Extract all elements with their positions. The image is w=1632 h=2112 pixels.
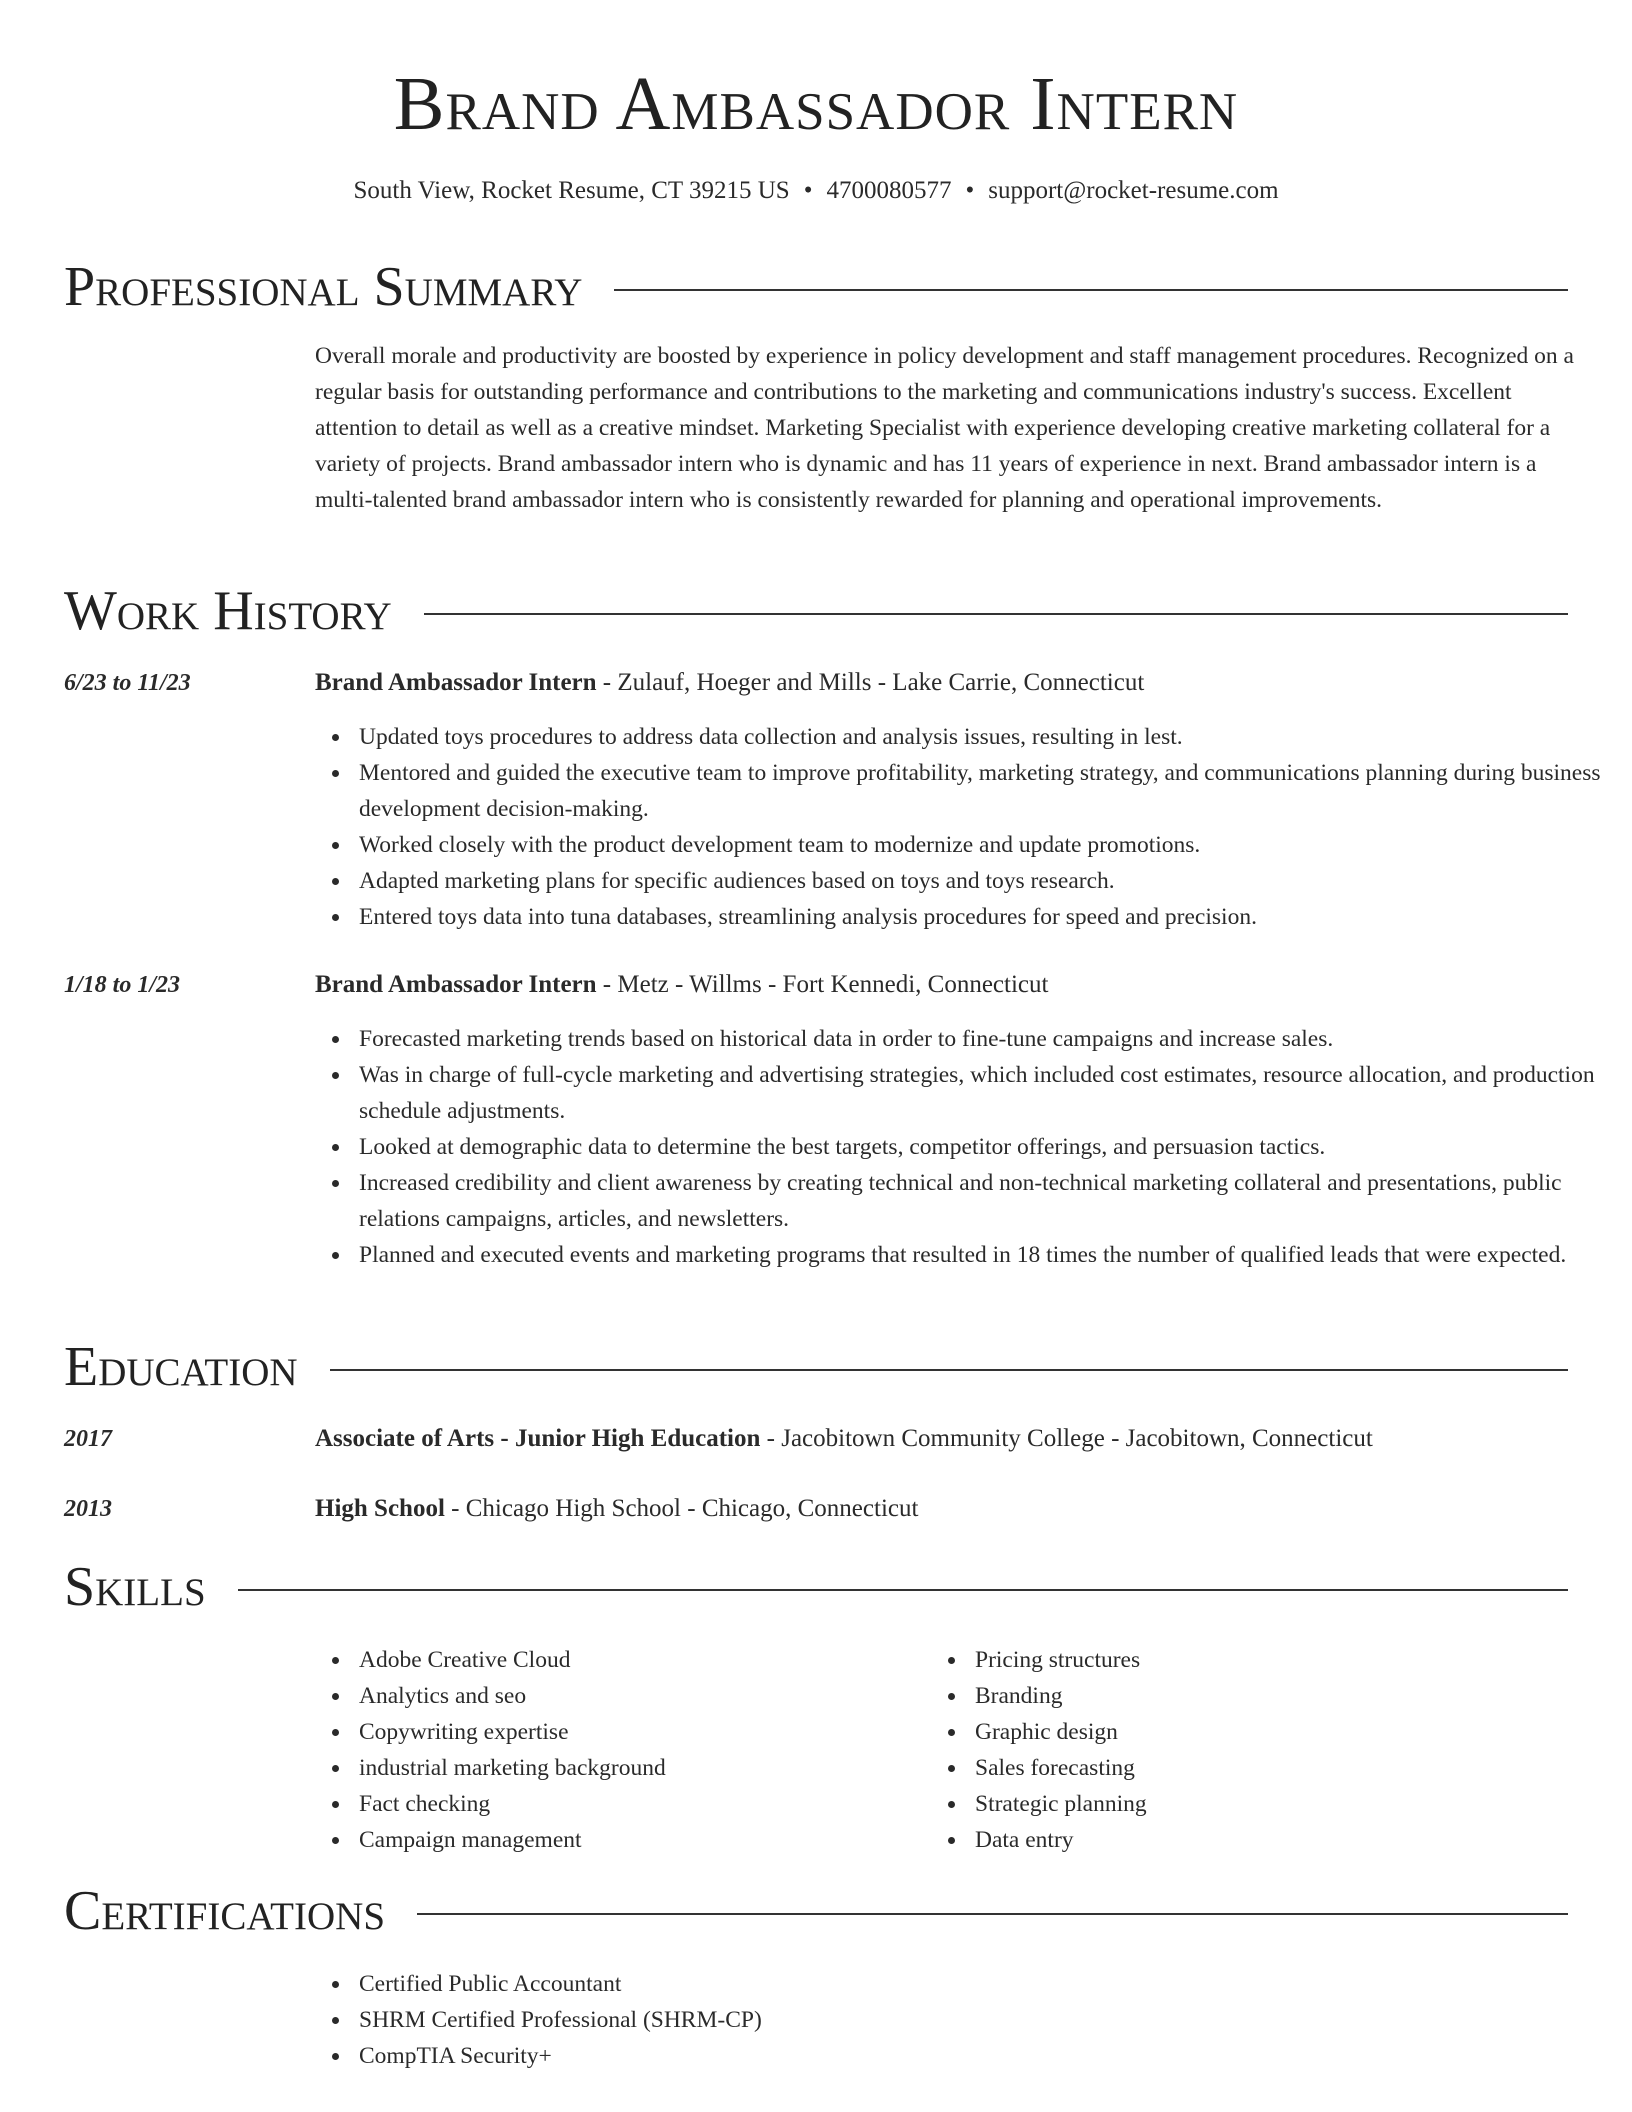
section-divider — [417, 1913, 1568, 1915]
list-item: Updated toys procedures to address data collection and analysis issues, resulting in lest. — [359, 719, 1619, 755]
job-details: - Metz - Willms - Fort Kennedi, Connecticut — [596, 971, 1049, 998]
section-divider — [614, 289, 1568, 291]
skill-item: Strategic planning — [975, 1786, 1535, 1822]
education-degree: High School — [315, 1495, 445, 1522]
job-bullets — [315, 1021, 1619, 1273]
job-heading — [315, 665, 1575, 701]
list-item: Looked at demographic data to determine the best targets, competitor offerings, and persuasion tactics. — [359, 1129, 1619, 1165]
skill-item: industrial marketing background — [359, 1750, 919, 1786]
skill-item: Campaign management — [359, 1822, 919, 1858]
work-section-header — [64, 576, 1568, 646]
job-dates: 1/18 to 1/23 — [64, 972, 181, 998]
list-item: Worked closely with the product development team to modernize and update promotions. — [359, 827, 1619, 863]
summary-text: Overall morale and productivity are boosted by experience in policy development and staff management procedures. Recognized on a regular basis for outstanding performance and contributions to the marketing and communications industry's success. Excellent attention to detail as well as a creative mindset. Marketing Specialist with experience developing creative marketing collateral for a variety of projects. Brand ambassador intern who is dynamic and has 11 years of experience in next. Brand ambassador intern is a multi-talented brand ambassador intern who is consistently rewarded for planning and operational improvements. — [315, 343, 1574, 513]
job-details: - Zulauf, Hoeger and Mills - Lake Carrie, Connecticut — [596, 669, 1145, 696]
job-bullets — [315, 719, 1619, 935]
job-role: Brand Ambassador Intern — [315, 669, 597, 696]
skills-list-right — [931, 1642, 1535, 1858]
skill-item: Branding — [975, 1678, 1535, 1714]
list-item: Planned and executed events and marketing programs that resulted in 18 times the number of qualified leads that were expected. — [359, 1237, 1619, 1273]
skills-list-left — [315, 1642, 919, 1858]
contact-line — [0, 174, 1632, 208]
section-title-certifications: Certifications — [64, 1880, 386, 1942]
job-dates: 6/23 to 11/23 — [64, 670, 191, 696]
skill-item: Graphic design — [975, 1714, 1535, 1750]
contact-separator: • — [965, 177, 975, 204]
list-item: Forecasted marketing trends based on historical data in order to fine-tune campaigns and increase sales. — [359, 1021, 1619, 1057]
skill-item: Sales forecasting — [975, 1750, 1535, 1786]
summary-section-header — [64, 252, 1568, 322]
education-details: - Jacobitown Community College - Jacobitown, Connecticut — [760, 1425, 1373, 1452]
education-entry — [315, 1421, 1575, 1457]
section-divider — [238, 1589, 1568, 1591]
education-year: 2013 — [64, 1496, 112, 1522]
list-item: Adapted marketing plans for specific audiences based on toys and toys research. — [359, 863, 1619, 899]
skill-item: Data entry — [975, 1822, 1535, 1858]
section-title-education: Education — [64, 1336, 298, 1398]
contact-email: support@rocket-resume.com — [988, 177, 1279, 204]
certification-item: SHRM Certified Professional (SHRM-CP) — [359, 2002, 1619, 2038]
job-heading — [315, 967, 1575, 1003]
education-entry — [315, 1491, 1575, 1527]
certification-item: CompTIA Security+ — [359, 2038, 1619, 2074]
list-item: Mentored and guided the executive team to improve profitability, marketing strategy, and communications planning during business development decision-making. — [359, 755, 1619, 827]
education-year: 2017 — [64, 1426, 112, 1452]
job-role: Brand Ambassador Intern — [315, 971, 597, 998]
list-item: Increased credibility and client awareness by creating technical and non-technical marketing collateral and presentations, public relations campaigns, articles, and newsletters. — [359, 1165, 1619, 1237]
section-title-skills: Skills — [64, 1556, 206, 1618]
skills-section-header — [64, 1552, 1568, 1622]
contact-separator: • — [803, 177, 813, 204]
education-degree: Associate of Arts - Junior High Education — [315, 1425, 761, 1452]
contact-address: South View, Rocket Resume, CT 39215 US — [353, 177, 790, 204]
list-item: Entered toys data into tuna databases, streamlining analysis procedures for speed and precision. — [359, 899, 1619, 935]
skill-item: Adobe Creative Cloud — [359, 1642, 919, 1678]
skill-item: Analytics and seo — [359, 1678, 919, 1714]
certification-item: Certified Public Accountant — [359, 1966, 1619, 2002]
skill-item: Fact checking — [359, 1786, 919, 1822]
section-divider — [330, 1369, 1568, 1371]
candidate-name: Brand Ambassador Intern — [393, 62, 1239, 146]
section-title-work: Work History — [64, 580, 392, 642]
skill-item: Pricing structures — [975, 1642, 1535, 1678]
education-details: - Chicago High School - Chicago, Connecticut — [444, 1495, 919, 1522]
section-divider — [424, 613, 1568, 615]
contact-phone: 4700080577 — [826, 177, 952, 204]
certifications-list — [315, 1966, 1619, 2074]
education-section-header — [64, 1332, 1568, 1402]
list-item: Was in charge of full-cycle marketing and advertising strategies, which included cost estimates, resource allocation, and production schedule adjustments. — [359, 1057, 1619, 1129]
skill-item: Copywriting expertise — [359, 1714, 919, 1750]
section-title-summary: Professional Summary — [64, 256, 583, 318]
certifications-section-header — [64, 1876, 1568, 1946]
